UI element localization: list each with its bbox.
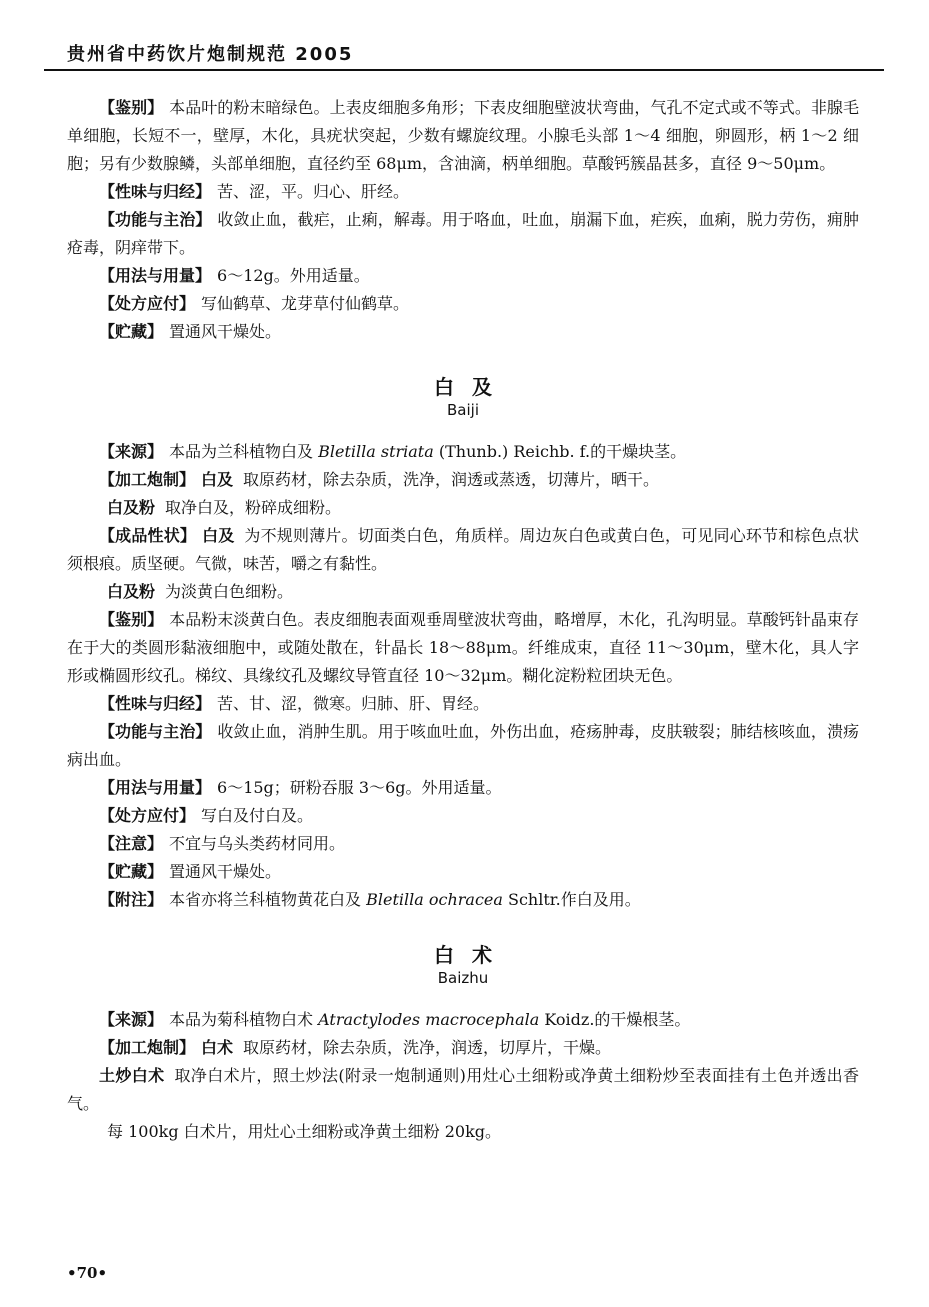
page-number: •70• [67, 1264, 108, 1282]
baizhu-laiyuan: 【来源】 本品为菊科植物白术 Atractylodes macrocephala Koidz.的干燥根茎。 [99, 1010, 691, 1029]
header-rule [44, 69, 884, 71]
baiji-jianbie: 【鉴别】 本品粉末淡黄白色。表皮细胞表面观垂周壁波状弯曲，略增厚，木化，孔沟明显。草酸钙针晶束存在于大的类圆形黏液细胞中，或随处散在，针晶长 18～88μm。纤维成束，直径 11～30μm，壁木化，具人字形或椭圆形纹孔。梯纹、具缘纹孔及螺纹导管直径 10～32μm。糊化淀粉粒团块无色。 [67, 610, 859, 685]
baiji-pinyin: Baiji [447, 401, 479, 419]
running-header: 贵州省中药饮片炮制规范 2005 [67, 44, 354, 65]
baiji-fen: 白及粉 取净白及，粉碎成细粉。 [107, 498, 342, 517]
baiji-fuzhu: 【附注】 本省亦将兰科植物黄花白及 Bletilla ochracea Schltr.作白及用。 [99, 890, 641, 909]
baizhu-ratio: 每 100kg 白术片，用灶心土细粉或净黄土细粉 20kg。 [107, 1122, 502, 1141]
xingwei-paragraph: 【性味与归经】 苦、涩，平。归心、肝经。 [99, 182, 410, 201]
baiji-gongneng: 【功能与主治】 收敛止血，消肿生肌。用于咳血吐血，外伤出血，疮疡肿毒，皮肤皲裂；肺结核咳血，溃疡病出血。 [67, 722, 859, 769]
yongfa-paragraph: 【用法与用量】 6～12g。外用适量。 [99, 266, 370, 285]
gongneng-paragraph: 【功能与主治】 收敛止血，截疟，止痢，解毒。用于咯血，吐血，崩漏下血，疟疾，血痢，脱力劳伤，痈肿疮毒，阴痒带下。 [67, 210, 859, 257]
page-content [67, 94, 859, 1146]
baiji-xingzhuang: 【成品性状】 白及 为不规则薄片。切面类白色，角质样。周边灰白色或黄白色，可见同心环节和棕色点状须根痕。质坚硬。气微，味苦，嚼之有黏性。 [67, 526, 859, 573]
baiji-laiyuan: 【来源】 本品为兰科植物白及 Bletilla striata (Thunb.) Reichb. f.的干燥块茎。 [99, 442, 687, 461]
baiji-zhucang: 【贮藏】 置通风干燥处。 [99, 862, 282, 881]
baiji-yongfa: 【用法与用量】 6～15g；研粉吞服 3～6g。外用适量。 [99, 778, 502, 797]
baiji-xingwei: 【性味与归经】 苦、甘、涩，微寒。归肺、肝、胃经。 [99, 694, 490, 713]
baizhu-pinyin: Baizhu [437, 969, 489, 987]
baiji-zhuyi: 【注意】 不宜与乌头类药材同用。 [99, 834, 346, 853]
baiji-paozhi: 【加工炮制】 白及 取原药材，除去杂质，洗净，润透或蒸透，切薄片，晒干。 [99, 470, 660, 489]
baiji-fen2: 白及粉 为淡黄白色细粉。 [107, 582, 294, 601]
jianbie-paragraph: 【鉴别】 本品叶的粉末暗绿色。上表皮细胞多角形；下表皮细胞壁波状弯曲，气孔不定式或不等式。非腺毛单细胞，长短不一，壁厚，木化，具疣状突起，少数有螺旋纹理。小腺毛头部 1～4 细胞，卵圆形，柄 1～2 细胞；另有少数腺鳞，头部单细胞，直径约至 68μm，含油滴，柄单细胞。草酸钙簇晶甚多，直径 9～50μm。 [67, 98, 859, 173]
baiji-chufang: 【处方应付】 写白及付白及。 [99, 806, 314, 825]
baizhu-title: 白术 [434, 943, 510, 967]
baiji-title: 白及 [434, 375, 510, 399]
zhucang-paragraph: 【贮藏】 置通风干燥处。 [99, 322, 282, 341]
baizhu-tuchao: 土炒白术 取净白术片，照土炒法(附录一炮制通则)用灶心土细粉或净黄土细粉炒至表面挂有土色并透出香气。 [67, 1066, 859, 1113]
baizhu-paozhi: 【加工炮制】 白术 取原药材，除去杂质，洗净，润透，切厚片，干燥。 [99, 1038, 612, 1057]
chufang-paragraph: 【处方应付】 写仙鹤草、龙芽草付仙鹤草。 [99, 294, 410, 313]
